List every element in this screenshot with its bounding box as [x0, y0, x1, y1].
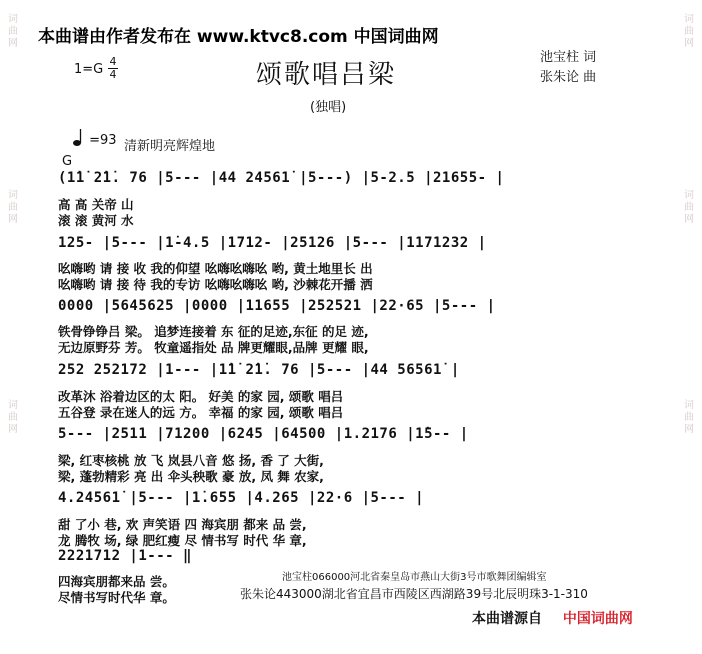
score-line-3-lyrics-1: 铁骨铮铮吕 梁。 追梦连接着 东 征的足迹,东征 的足 迹, [58, 324, 369, 339]
watermark-right-3: 词 曲 网 [684, 400, 694, 435]
time-signature [108, 57, 118, 80]
score-line-7-lyrics-2: 尽情书写时代华 章。 [58, 590, 175, 605]
composer-address: 张朱论443000湖北省宜昌市西陵区西湖路39号北辰明珠3-1-310 [240, 587, 588, 601]
key-signature: 1=G [74, 62, 104, 77]
source-site-link[interactable]: 中国词曲网 [562, 611, 633, 627]
watermark-left-3: 词 曲 网 [8, 400, 18, 435]
score-line-4-notes: 252 252172 |1--- |1̇1̇ 2̇1̇. 76 |5--- |44 56561̇ | [58, 362, 460, 378]
score-line-4-lyrics-2: 五谷登 录在迷人的远 方。 幸福 的家 园, 颂歌 唱吕 [58, 405, 344, 420]
score-line-7-notes: 2221712 |1--- ‖ [58, 548, 192, 564]
score-line-6-notes: 4.24561̇ |5--- |1̇.655 |4.265 |22·6 |5--- | [58, 490, 425, 506]
quarter-note-icon [72, 128, 84, 148]
score-line-3-lyrics-2: 无边原野芬 芳。 牧童遥指处 品 牌更耀眼,品牌 更耀 眼, [58, 340, 369, 355]
score-line-1-lyrics-2: 滚 滚 黄河 水 [58, 213, 134, 228]
tempo-value: =93 [89, 133, 117, 148]
watermark-right-2: 词 曲 网 [684, 190, 694, 225]
source-attribution [472, 608, 633, 628]
score-line-6-lyrics-2: 龙 腾牧 场, 绿 肥红瘦 尽 情书写 时代 华 章, [58, 533, 307, 548]
expression-mark: 清新明亮辉煌地 [124, 139, 216, 154]
score-line-1-notes: (1̇1̇ 2̇1̇. 76 |5--- |44 24561̇ |5---) |5-2.5 |21655- | [58, 170, 505, 186]
score-line-5-lyrics-1: 梁, 红枣核桃 放 飞 岚县八音 悠 扬, 香 了 大街, [58, 453, 324, 468]
time-sig-top: 4 [109, 55, 117, 68]
publisher-note [38, 22, 439, 47]
score-line-5-notes: 5--- |2511 |71200 |6245 |64500 |1.2176 |1̇5-- | [58, 426, 469, 442]
score-line-2-notes: 125- |5--- |1̇-4.5 |1712- |25126 |5--- |1171232 | [58, 235, 487, 251]
composer-credit: 张朱论 曲 [540, 70, 597, 85]
score-line-5-lyrics-2: 梁, 蓬勃精彩 亮 出 伞头秧歌 豪 放, 凤 舞 农家, [58, 469, 324, 484]
watermark-left-2: 词 曲 网 [8, 190, 18, 225]
watermark-left-1: 词 曲 网 [8, 14, 18, 49]
performance-style: (独唱) [310, 100, 347, 115]
song-title: 颂歌唱吕梁 [256, 60, 397, 90]
publisher-site-link[interactable]: www.ktvc8.com [196, 27, 348, 47]
score-line-2-lyrics-1: 吆嗨哟 请 接 收 我的仰望 吆嗨吆嗨吆 哟, 黄土地里长 出 [58, 261, 373, 276]
score-line-1-lyrics-1: 高 高 关帝 山 [58, 197, 134, 212]
publisher-suffix: 中国词曲网 [347, 27, 439, 47]
watermark-right-1: 词 曲 网 [684, 14, 694, 49]
lyricist-address: 池宝柱066000河北省秦皇岛市燕山大街3号市歌舞团编辑室 [282, 572, 547, 583]
score-line-3-notes: 0000 |5645625 |0000 |11655 |252521 |22·65 |5--- | [58, 298, 496, 314]
source-label: 本曲谱源自 [472, 611, 542, 627]
score-line-4-lyrics-1: 改革沐 浴着边区的太 阳。 好美 的家 园, 颂歌 唱吕 [58, 389, 344, 404]
score-line-2-lyrics-2: 吆嗨哟 请 接 待 我的专访 吆嗨吆嗨吆 哟, 沙棘花开播 洒 [58, 277, 373, 292]
chord-symbol: G [62, 154, 73, 169]
publisher-prefix: 本曲谱由作者发布在 [38, 27, 197, 47]
time-sig-bottom: 4 [109, 68, 117, 81]
lyricist-credit: 池宝柱 词 [540, 50, 597, 65]
tempo-marking [72, 128, 117, 148]
score-line-7-lyrics-1: 四海宾朋都来品 尝。 [58, 574, 175, 589]
score-line-6-lyrics-1: 甜 了小 巷, 欢 声笑语 四 海宾朋 都来 品 尝, [58, 517, 307, 532]
